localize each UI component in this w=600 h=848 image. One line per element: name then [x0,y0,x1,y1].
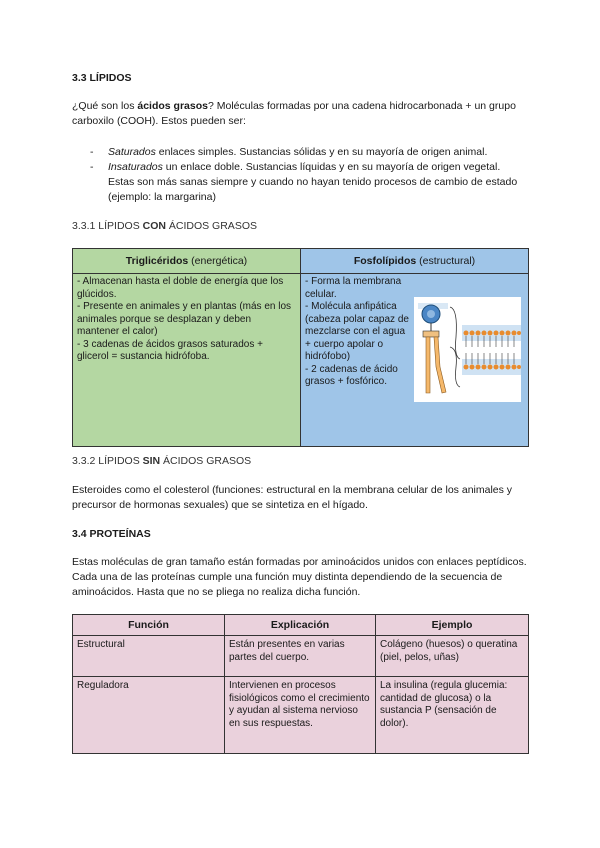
header-trigliceridos: Triglicéridos (energética) [73,249,301,274]
cell-trigliceridos: - Almacenan hasta el doble de energía que los glúcidos. - Presente en animales y en plantas (más en los animales porque se desplazan y deben mantener el calor) - 3 cadenas de ácidos grasos saturados + glicerol = sustancia hidrófoba. [73,274,301,447]
table-row: Reguladora Intervienen en procesos fisiológicos como el crecimiento y ayudan al sistema nervioso en sus respuestas. La insulina (regula glucemia: cantidad de glucosa) o la sustancia P (sensación de dolor). [73,677,529,754]
list-item-saturados: - Saturados enlaces simples. Sustancias sólidas y en su mayoría de origen animal. [90,146,488,158]
header-ejemplo: Ejemplo [376,615,529,636]
cell-fosfolipidos: - Forma la membrana celular. - Molécula anfipática (cabeza polar capaz de mezclarse con el agua + cuerpo apolar o hidrófobo) - 2 cadenas de ácido grasos + fosfórico. [301,274,529,447]
header-explicacion: Explicación [225,615,376,636]
lipidos-intro: ¿Qué son los ácidos grasos? Moléculas formadas por una cadena hidrocarbonada + un grupo carboxilo (COOH). Estos pueden ser: [72,100,516,127]
header-funcion: Función [73,615,225,636]
proteinas-table [72,614,529,754]
proteinas-text: Estas moléculas de gran tamaño están formadas por aminoácidos unidos con enlaces peptídicos. Cada una de las proteínas cumple una función muy distinta dependiendo de la secuencia de aminoácidos. Hasta que no se pliega no realiza dicha función. [72,556,527,598]
fatty-acid-list [90,145,528,205]
section-heading-lipidos: 3.3 LÍPIDOS [72,72,132,84]
header-fosfolipidos: Fosfolípidos (estructural) [301,249,529,274]
table-row: Estructural Están presentes en varias partes del cuerpo. Colágeno (huesos) o queratina (piel, pelos, uñas) [73,636,529,677]
section-heading-proteinas: 3.4 PROTEÍNAS [72,528,151,540]
subheading-sin-acidos: 3.3.2 LÍPIDOS SIN ÁCIDOS GRASOS [72,455,252,467]
lipidos-table [72,248,529,447]
sin-acidos-text: Esteroides como el colesterol (funciones: estructural en la membrana celular de los animales y precursor de hormonas sexuales) que se sintetiza en el hígado. [72,484,513,511]
list-item-insaturados: - Insaturados un enlace doble. Sustancias líquidas y en su mayoría de origen vegetal. Estas son más sanas siempre y cuando no hayan tenido procesos de cambio de estado (ejemplo: la margarina) [90,161,518,203]
membrane-diagram-icon [414,297,521,402]
phospholipid-membrane-illustration [414,297,521,402]
subheading-con-acidos: 3.3.1 LÍPIDOS CON ÁCIDOS GRASOS [72,220,257,232]
